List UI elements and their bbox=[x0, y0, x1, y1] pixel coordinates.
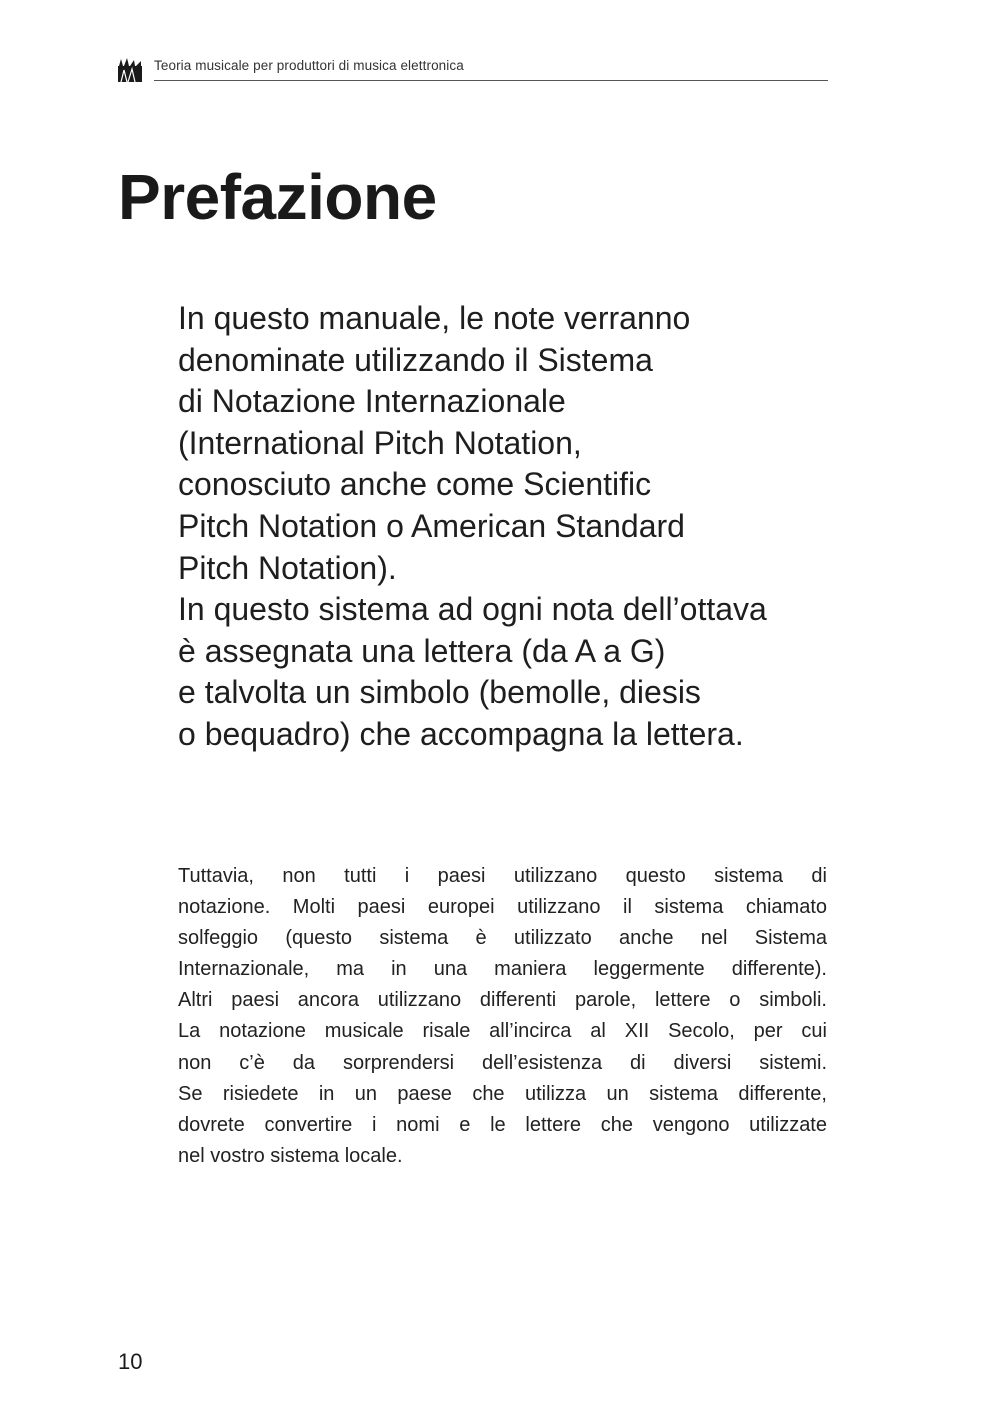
body-line: nel vostro sistema locale. bbox=[178, 1144, 403, 1167]
running-header bbox=[118, 52, 828, 82]
publisher-logo-icon bbox=[118, 58, 142, 82]
body-line: Altri paesi ancora utilizzano differenti parole, lettere o simboli. bbox=[178, 989, 827, 1012]
lead-line: Pitch Notation). bbox=[178, 549, 397, 586]
body-paragraph bbox=[178, 861, 827, 1172]
lead-line: In questo sistema ad ogni nota dell’ottava bbox=[178, 591, 767, 628]
page-title: Prefazione bbox=[118, 161, 437, 233]
header-divider bbox=[154, 80, 828, 81]
lead-line: di Notazione Internazionale bbox=[178, 383, 566, 420]
lead-line: e talvolta un simbolo (bemolle, diesis bbox=[178, 674, 701, 711]
body-line: Tuttavia, non tutti i paesi utilizzano questo sistema di bbox=[178, 865, 827, 887]
lead-paragraph bbox=[178, 298, 878, 756]
body-line: La notazione musicale risale all’incirca al XII Secolo, per cui bbox=[178, 1020, 827, 1043]
lead-line: Pitch Notation o American Standard bbox=[178, 507, 685, 544]
lead-line: o bequadro) che accompagna la lettera. bbox=[178, 715, 744, 752]
lead-line: conosciuto anche come Scientific bbox=[178, 466, 652, 503]
body-line: non c’è da sorprendersi dell’esistenza di diversi sistemi. bbox=[178, 1051, 827, 1074]
body-line: Se risiedete in un paese che utilizza un sistema differente, bbox=[178, 1082, 827, 1105]
lead-line: In questo manuale, le note verranno bbox=[178, 300, 691, 336]
body-line: Internazionale, ma in una maniera leggermente differente). bbox=[178, 958, 827, 981]
body-line: dovrete convertire i nomi e le lettere che vengono utilizzate bbox=[178, 1113, 827, 1136]
running-title: Teoria musicale per produttori di musica elettronica bbox=[154, 58, 464, 73]
lead-line: è assegnata una lettera (da A a G) bbox=[178, 632, 666, 669]
lead-line: (International Pitch Notation, bbox=[178, 424, 582, 461]
body-line: notazione. Molti paesi europei utilizzano il sistema chiamato bbox=[178, 896, 827, 919]
lead-line: denominate utilizzando il Sistema bbox=[178, 341, 653, 378]
body-line: solfeggio (questo sistema è utilizzato anche nel Sistema bbox=[178, 927, 827, 950]
page-number: 10 bbox=[118, 1349, 143, 1374]
